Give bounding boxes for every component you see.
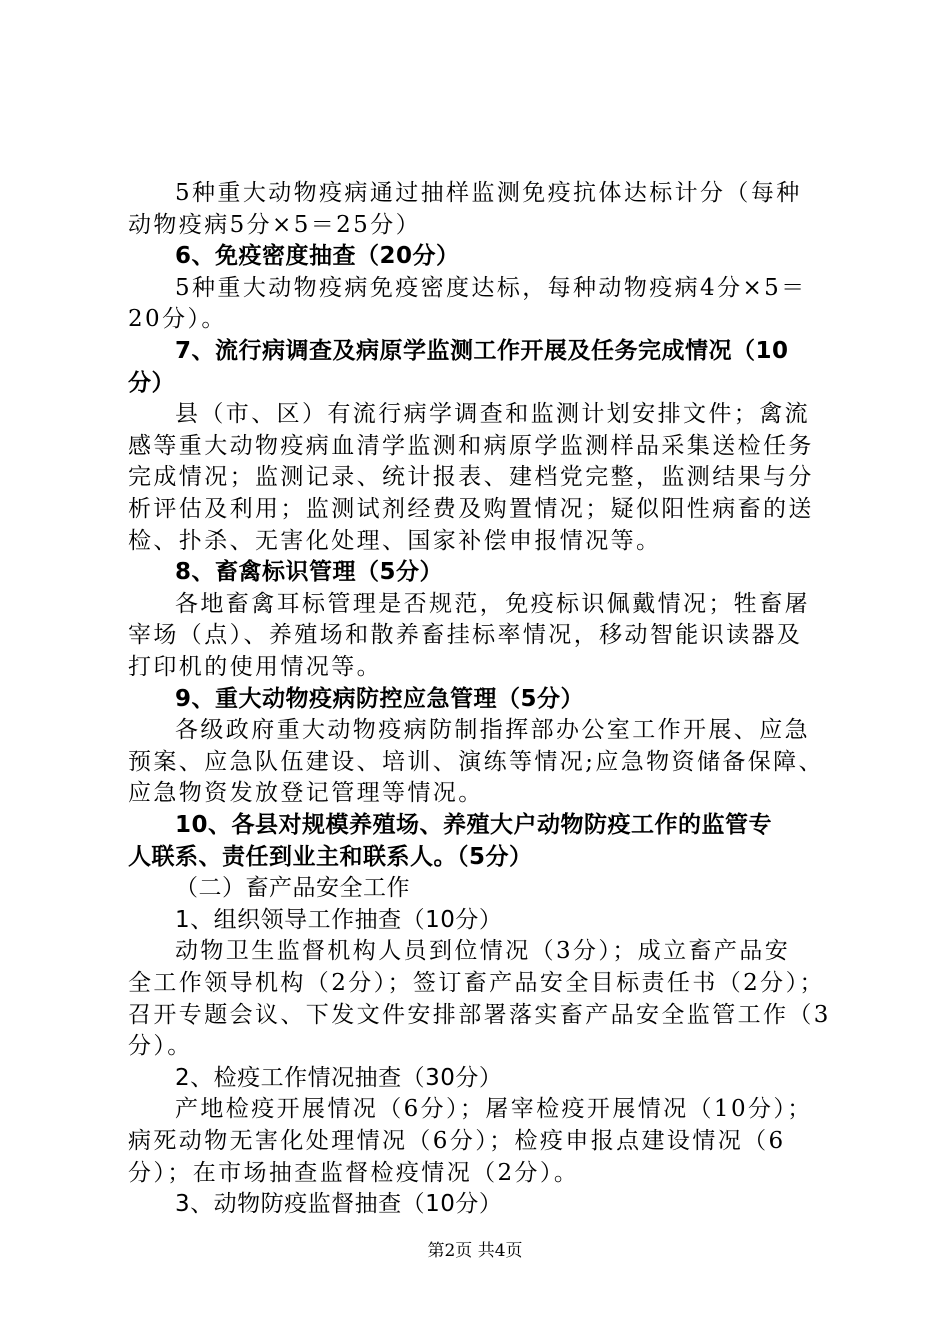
paragraph-line: 感等重大动物疫病血清学监测和病原学监测样品采集送检任务	[128, 432, 814, 459]
paragraph-line: 宰场（点）、养殖场和散养畜挂标率情况，移动智能识读器及	[128, 622, 803, 649]
section-heading: 9、重大动物疫病防控应急管理（5分）	[175, 685, 585, 712]
paragraph-line: 动物疫病5分×5＝25分）	[128, 211, 422, 238]
section-heading: 分）	[128, 369, 175, 396]
section-heading: 人联系、责任到业主和联系人。（5分）	[128, 843, 533, 870]
paragraph-line: 全工作领导机构（2分）；签订畜产品安全目标责任书（2分）；	[128, 970, 825, 996]
paragraph-line: 病死动物无害化处理情况（6分）；检疫申报点建设情况（6	[128, 1128, 786, 1154]
paragraph-line: 县（市、区）有流行病学调查和监测计划安排文件；禽流	[175, 401, 810, 428]
paragraph-line: 打印机的使用情况等。	[128, 654, 382, 680]
paragraph-line: 完成情况；监测记录、统计报表、建档党完整，监测结果与分	[128, 464, 814, 491]
section-heading: 10、各县对规模养殖场、养殖大户动物防疫工作的监管专	[175, 812, 773, 838]
paragraph-line: 检、扑杀、无害化处理、国家补偿申报情况等。	[128, 527, 662, 554]
paragraph-line: 分）。	[128, 1033, 193, 1060]
paragraph-line: 析评估及利用；监测试剂经费及购置情况；疑似阳性病畜的送	[128, 496, 814, 522]
paragraph-line: 召开专题会议、下发文件安排部署落实畜产品安全监管工作（3	[128, 1001, 831, 1028]
paragraph-line: 分）；在市场抽查监督检疫情况（2分）。	[128, 1159, 580, 1186]
section-heading: 1、组织领导工作抽查（10分）	[175, 906, 503, 933]
section-heading: 8、畜禽标识管理（5分）	[175, 559, 444, 586]
section-heading: （二）畜产品安全工作	[175, 875, 410, 902]
paragraph-line: 预案、应急队伍建设、培训、演练等情况;应急物资储备保障、	[128, 748, 824, 775]
section-heading: 7、流行病调查及病原学监测工作开展及任务完成情况（10	[175, 338, 789, 364]
paragraph-line: 动物卫生监督机构人员到位情况（3分）；成立畜产品安	[175, 938, 791, 965]
section-heading: 2、检疫工作情况抽查（30分）	[175, 1064, 503, 1091]
paragraph-line: 5种重大动物疫病免疫密度达标，每种动物疫病4分×5＝	[175, 274, 807, 301]
paragraph-line: 应急物资发放登记管理等情况。	[128, 780, 484, 807]
paragraph-line: 5种重大动物疫病通过抽样监测免疫抗体达标计分（每种	[175, 180, 802, 206]
paragraph-line: 各级政府重大动物疫病防制指挥部办公室工作开展、应急	[175, 717, 810, 744]
section-heading: 6、免疫密度抽查（20分）	[175, 243, 460, 270]
page-footer: 第2页 共4页	[427, 1241, 523, 1261]
paragraph-line: 20分）。	[128, 306, 227, 333]
paragraph-line: 产地检疫开展情况（6分）；屠宰检疫开展情况（10分）；	[175, 1096, 813, 1123]
paragraph-line: 各地畜禽耳标管理是否规范，免疫标识佩戴情况；牲畜屠	[175, 590, 810, 617]
section-heading: 3、动物防疫监督抽查（10分）	[175, 1191, 503, 1218]
